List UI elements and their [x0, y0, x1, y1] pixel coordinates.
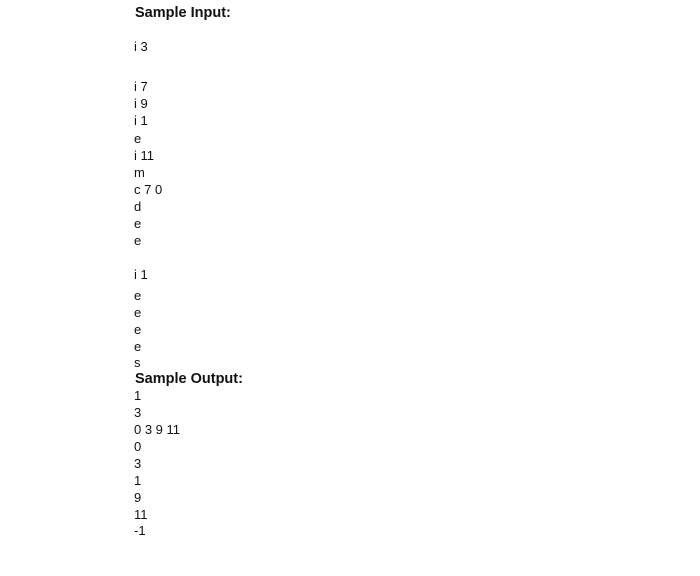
output-line: 11	[134, 507, 148, 522]
input-line: i 9	[134, 96, 148, 111]
sample-output-heading: Sample Output:	[135, 371, 243, 387]
input-line: i 1	[134, 267, 148, 282]
input-line: e	[134, 216, 142, 231]
input-line: m	[134, 165, 145, 180]
input-line: e	[134, 339, 142, 354]
output-line: 0	[134, 439, 142, 454]
output-line: -1	[134, 523, 146, 538]
input-line: c 7 0	[134, 182, 163, 197]
input-line: e	[134, 288, 142, 303]
input-line: e	[134, 305, 142, 320]
output-line: 9	[134, 490, 142, 505]
input-line: i 11	[134, 148, 154, 163]
input-line: e	[134, 322, 142, 337]
input-line: d	[134, 199, 142, 214]
output-line: 3	[134, 405, 142, 420]
output-line: 3	[134, 456, 142, 471]
output-line: 0 3 9 11	[134, 422, 181, 437]
output-line: 1	[134, 473, 142, 488]
input-line: i 1	[134, 113, 148, 128]
input-line: i 3	[134, 39, 148, 54]
input-line: e	[134, 233, 142, 248]
input-line: i 7	[134, 79, 148, 94]
input-line: e	[134, 131, 142, 146]
input-line: s	[134, 355, 141, 370]
sample-input-heading: Sample Input:	[135, 5, 231, 21]
output-line: 1	[134, 388, 142, 403]
